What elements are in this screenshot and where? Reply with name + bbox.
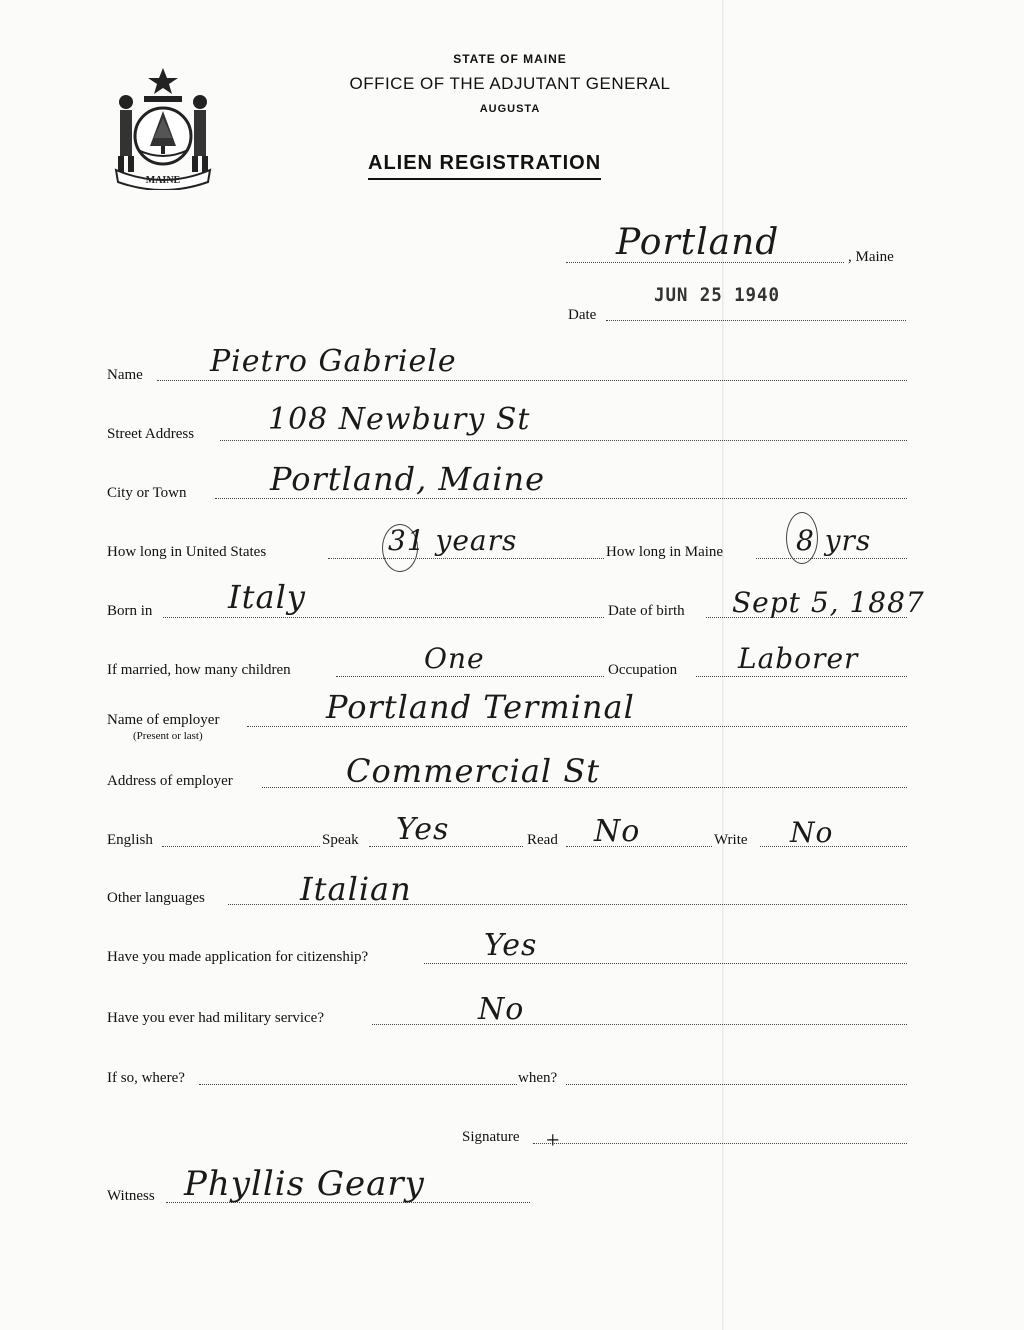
other-languages-value: Italian (300, 870, 412, 908)
city-value: Portland, Maine (270, 460, 546, 498)
write-line (760, 846, 907, 847)
write-value: No (790, 816, 834, 849)
signature-line (533, 1143, 907, 1144)
street-label: Street Address (107, 426, 195, 442)
employer-sublabel: (Present or last) (133, 730, 203, 742)
page-fold-crease (722, 0, 724, 1330)
street-value: 108 Newbury St (268, 402, 531, 437)
office-heading: OFFICE OF THE ADJUTANT GENERAL (349, 74, 671, 93)
born-in-line (163, 617, 604, 618)
english-label: English (107, 832, 153, 848)
children-label: If married, how many children (107, 662, 291, 678)
svg-text:MAINE: MAINE (145, 175, 181, 186)
date-stamp: JUN 25 1940 (654, 284, 780, 306)
city-heading: AUGUSTA (479, 103, 541, 115)
city-line (215, 498, 907, 499)
when-line (566, 1084, 907, 1085)
occupation-line (696, 676, 907, 677)
form-title: ALIEN REGISTRATION (368, 152, 601, 180)
how-long-maine-line (756, 558, 907, 559)
children-line (336, 676, 604, 677)
citizenship-value: Yes (484, 928, 538, 963)
maine-state-seal-icon (108, 66, 218, 190)
witness-label: Witness (107, 1188, 155, 1204)
how-long-us-line (328, 558, 604, 559)
write-label: Write (714, 832, 748, 848)
born-in-value: Italy (228, 578, 306, 616)
employer-value: Portland Terminal (326, 688, 635, 726)
other-languages-label: Other languages (107, 890, 205, 906)
employer-line (247, 726, 907, 727)
occupation-label: Occupation (608, 662, 678, 678)
employer-address-label: Address of employer (107, 773, 233, 789)
how-long-maine-value: 8 yrs (796, 524, 872, 557)
military-value: No (478, 992, 525, 1027)
military-line (372, 1024, 907, 1025)
when-label: when? (518, 1070, 558, 1086)
street-line (220, 440, 907, 441)
citizenship-line (424, 963, 907, 964)
how-long-us-value: 31 years (388, 524, 518, 557)
read-label: Read (527, 832, 558, 848)
date-label: Date (568, 307, 597, 323)
where-label: If so, where? (107, 1070, 185, 1086)
speak-label: Speak (322, 832, 359, 848)
military-label: Have you ever had military service? (107, 1010, 324, 1026)
signature-label: Signature (462, 1129, 520, 1145)
date-line (606, 320, 906, 321)
read-value: No (594, 814, 641, 849)
employer-label: Name of employer (107, 712, 220, 728)
witness-value: Phyllis Geary (184, 1164, 425, 1204)
date-of-birth-value: Sept 5, 1887 (732, 586, 925, 619)
where-line (199, 1084, 517, 1085)
citizenship-label: Have you made application for citizenship? (107, 949, 369, 965)
city-label: City or Town (107, 485, 187, 501)
name-line (157, 380, 907, 381)
name-label: Name (107, 367, 143, 383)
how-long-us-label: How long in United States (107, 544, 267, 560)
state-heading: STATE OF MAINE (453, 52, 567, 66)
occupation-value: Laborer (738, 642, 859, 675)
place-suffix: , Maine (848, 249, 894, 265)
born-in-label: Born in (107, 603, 153, 619)
date-of-birth-label: Date of birth (608, 603, 685, 619)
english-line (162, 846, 320, 847)
how-long-maine-label: How long in Maine (606, 544, 724, 560)
signature-mark: + (546, 1128, 560, 1154)
speak-value: Yes (396, 812, 450, 847)
employer-address-value: Commercial St (346, 752, 601, 790)
children-value: One (424, 642, 485, 675)
place-value: Portland (616, 222, 780, 263)
name-value: Pietro Gabriele (210, 344, 457, 379)
